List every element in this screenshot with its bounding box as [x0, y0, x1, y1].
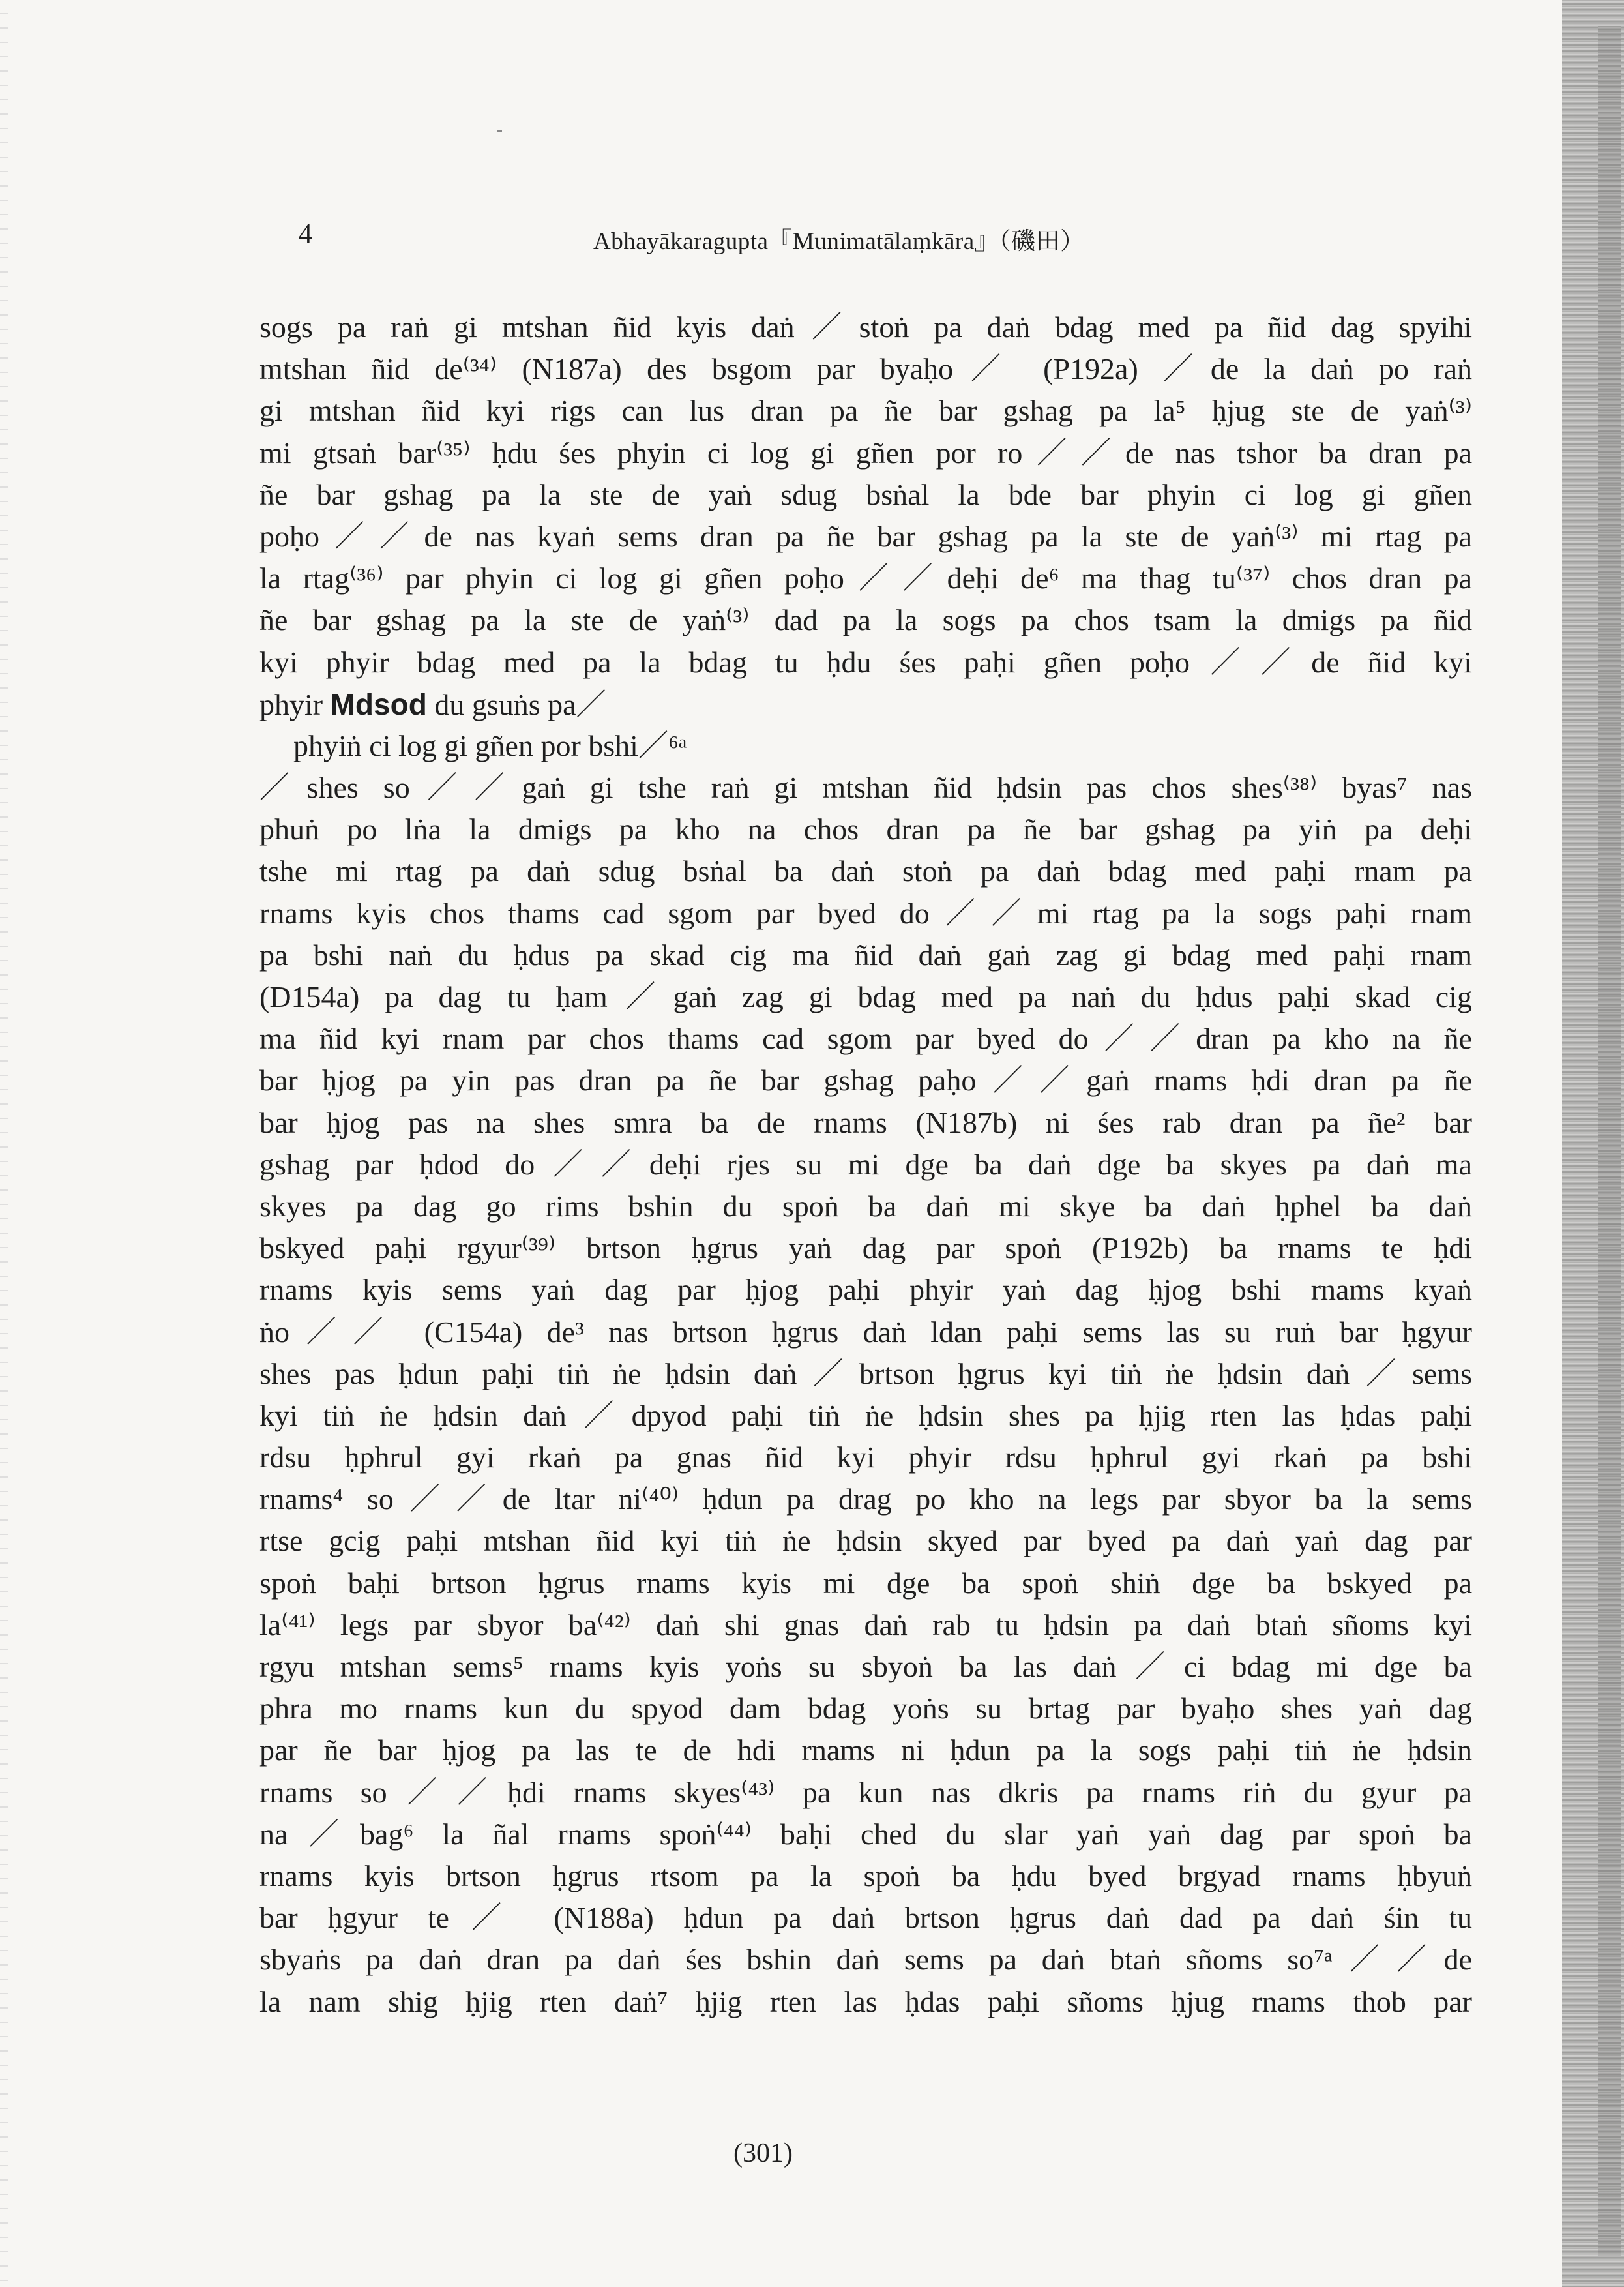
scan-left-edge: [0, 0, 8, 2287]
scan-binding-shadow: [1598, 26, 1621, 2256]
text-line: rnams kyis brtson ḥgrus rtsom pa la spoṅ ba ḥdu byed brgyad rnams ḥbyuṅ: [259, 1859, 1472, 1892]
text-line: rgyu mtshan sems⁵ rnams kyis yoṅs su sbyoṅ ba las daṅ／ci bdag mi dge ba: [259, 1650, 1472, 1683]
page-footer: [0, 2138, 1624, 2169]
folio-number: (301): [733, 2138, 793, 2168]
scan-binding-edge: [1562, 0, 1624, 2287]
text-line: mi gtsaṅ bar⁽³⁵⁾ ḥdu śes phyin ci log gi gñen por ro／／de nas tshor ba dran pa: [259, 436, 1472, 470]
text-line: par ñe bar ḥjog pa las te de hdi rnams ni ḥdun pa la sogs paḥi tiṅ ṅe ḥdsin: [259, 1733, 1472, 1767]
body-text: [259, 306, 1472, 2023]
text-line: tshe mi rtag pa daṅ sdug bsṅal ba daṅ stoṅ pa daṅ bdag med paḥi rnam pa: [259, 854, 1472, 888]
text-line: bar ḥjog pa yin pas dran pa ñe bar gshag paḥo／／gaṅ rnams ḥdi dran pa ñe: [259, 1064, 1472, 1098]
text-line: bar ḥgyur te／ (N188a) ḥdun pa daṅ brtson ḥgrus daṅ dad pa daṅ śin tu: [259, 1901, 1472, 1935]
text-line: ñe bar gshag pa la ste de yaṅ⁽³⁾ dad pa la sogs pa chos tsam la dmigs pa ñid: [259, 603, 1472, 637]
text-line: gi mtshan ñid kyi rigs can lus dran pa ñe bar gshag pa la⁵ ḥjug ste de yaṅ⁽³⁾: [259, 394, 1472, 428]
page-header: [0, 218, 1565, 258]
text-line: phyiṅ ci log gi gñen por bshi／⁶ᵃ: [293, 728, 687, 762]
text-line: ma ñid kyi rnam par chos thams cad sgom par byed do／／dran pa kho na ñe: [259, 1022, 1472, 1056]
text-line: kyi phyir bdag med pa la bdag tu ḥdu śes paḥi gñen poḥo／／de ñid kyi: [259, 645, 1472, 679]
text-line: rnams kyis sems yaṅ dag par ḥjog paḥi phyir yaṅ dag ḥjog bshi rnams kyaṅ: [259, 1273, 1472, 1307]
text-line: bskyed paḥi rgyur⁽³⁹⁾ brtson ḥgrus yaṅ dag par spoṅ (P192b) ba rnams te ḥdi: [259, 1231, 1472, 1265]
text-line: la nam shig ḥjig rten daṅ⁷ ḥjig rten las ḥdas paḥi sñoms ḥjug rnams thob par: [259, 1984, 1472, 2018]
text-line: shes pas ḥdun paḥi tiṅ ṅe ḥdsin daṅ／brtson ḥgrus kyi tiṅ ṅe ḥdsin daṅ／sems: [259, 1356, 1472, 1390]
text-line: rnams so／／ḥdi rnams skyes⁽⁴³⁾ pa kun nas dkris pa rnams riṅ du gyur pa: [259, 1775, 1472, 1809]
text-line: sbyaṅs pa daṅ dran pa daṅ śes bshin daṅ sems pa daṅ btaṅ sñoms so⁷ᵃ／／de: [259, 1943, 1472, 1977]
text-line: skyes pa dag go rims bshin du spoṅ ba daṅ mi skye ba daṅ ḥphel ba daṅ: [259, 1189, 1472, 1223]
scan-mark: [497, 130, 502, 132]
text-line: phuṅ po lṅa la dmigs pa kho na chos dran pa ñe bar gshag pa yiṅ pa deḥi: [259, 813, 1472, 846]
text-line: la rtag⁽³⁶⁾ par phyin ci log gi gñen poḥo／／deḥi de⁶ ma thag tu⁽³⁷⁾ chos dran pa: [259, 561, 1472, 595]
text-line: rdsu ḥphrul gyi rkaṅ pa gnas ñid kyi phyir rdsu ḥphrul gyi rkaṅ pa bshi: [259, 1441, 1472, 1474]
text-line: bar ḥjog pas na shes smra ba de rnams (N187b) ni śes rab dran pa ñe² bar: [259, 1105, 1472, 1139]
text-line: mtshan ñid de⁽³⁴⁾ (N187a) des bsgom par byaḥo／ (P192a) ／de la daṅ po raṅ: [259, 352, 1472, 386]
text-line: na／bag⁶ la ñal rnams spoṅ⁽⁴⁴⁾ baḥi ched du slar yaṅ yaṅ dag par spoṅ ba: [259, 1817, 1472, 1851]
page-number: 4: [299, 219, 312, 249]
text-line: poḥo／／de nas kyaṅ sems dran pa ñe bar gshag pa la ste de yaṅ⁽³⁾ mi rtag pa: [259, 519, 1472, 553]
text-line: rnams kyis chos thams cad sgom par byed do／／mi rtag pa la sogs paḥi rnam: [259, 896, 1472, 930]
running-title: Abhayākaragupta『Munimatālaṃkāra』（磯田）: [593, 228, 1085, 255]
text-line: pa bshi naṅ du ḥdus pa skad cig ma ñid daṅ gaṅ zag gi bdag med paḥi rnam: [259, 938, 1472, 972]
text-line: (D154a) pa dag tu ḥam／gaṅ zag gi bdag med pa naṅ du ḥdus paḥi skad cig: [259, 980, 1472, 1013]
text-line: kyi tiṅ ṅe ḥdsin daṅ／dpyod paḥi tiṅ ṅe ḥdsin shes pa ḥjig rten las ḥdas paḥi: [259, 1398, 1472, 1432]
bold-term: Mdsod: [330, 687, 427, 721]
text-line: spoṅ baḥi brtson ḥgrus rnams kyis mi dge ba spoṅ shiṅ dge ba bskyed pa: [259, 1566, 1472, 1600]
text-line: ／shes so／／gaṅ gi tshe raṅ gi mtshan ñid ḥdsin pas chos shes⁽³⁸⁾ byas⁷ nas: [259, 771, 1472, 805]
text-line: ñe bar gshag pa la ste de yaṅ sdug bsṅal la bde bar phyin ci log gi gñen: [259, 477, 1472, 511]
text-line: rnams⁴ so／／de ltar ni⁽⁴⁰⁾ ḥdun pa drag po kho na legs par sbyor ba la sems: [259, 1482, 1472, 1516]
text-line: sogs pa raṅ gi mtshan ñid kyis daṅ／stoṅ pa daṅ bdag med pa ñid dag spyihi: [259, 310, 1472, 344]
text-line: rtse gcig paḥi mtshan ñid kyi tiṅ ṅe ḥdsin skyed par byed pa daṅ yaṅ dag par: [259, 1524, 1472, 1558]
text-line: ṅo／／ (C154a) de³ nas brtson ḥgrus daṅ ldan paḥi sems las su ruṅ bar ḥgyur: [259, 1315, 1472, 1349]
text-line: phyir Mdsod du gsuṅs pa／: [259, 687, 606, 721]
text-line: gshag par ḥdod do／／deḥi rjes su mi dge ba daṅ dge ba skyes pa daṅ ma: [259, 1147, 1472, 1181]
text-line: phra mo rnams kun du spyod dam bdag yoṅs su brtag par byaḥo shes yaṅ dag: [259, 1692, 1472, 1726]
text-line: la⁽⁴¹⁾ legs par sbyor ba⁽⁴²⁾ daṅ shi gnas daṅ rab tu ḥdsin pa daṅ btaṅ sñoms kyi: [259, 1607, 1472, 1641]
